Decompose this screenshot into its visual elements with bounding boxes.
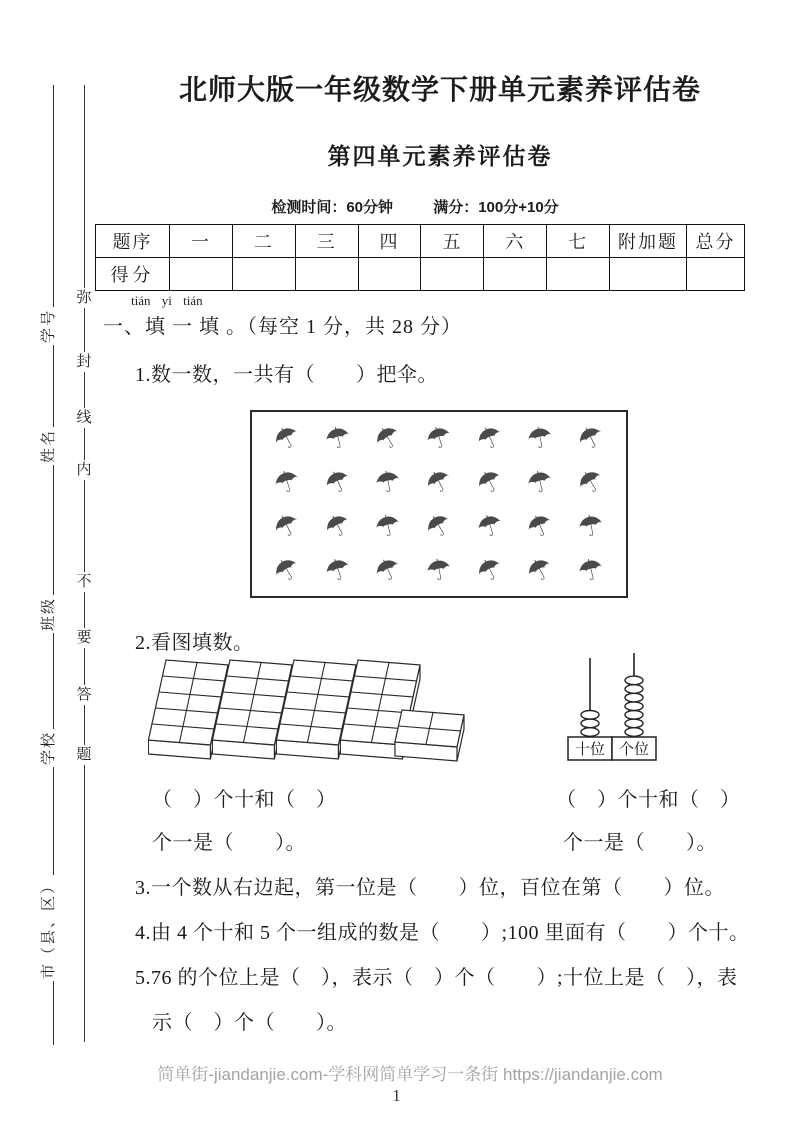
ones-block xyxy=(395,710,464,761)
abacus-bead xyxy=(625,711,643,720)
field-student-id-label: 学号 xyxy=(41,308,57,343)
field-school-label: 学校 xyxy=(41,730,57,765)
score-col: 二 xyxy=(232,225,295,258)
score-col: 三 xyxy=(295,225,358,258)
seal-char: 答 xyxy=(76,687,92,703)
score-col: 六 xyxy=(484,225,547,258)
umbrella-icon: ☂ xyxy=(521,504,559,547)
umbrella-icon: ☂ xyxy=(320,549,356,590)
seal-line xyxy=(76,85,92,1042)
q2-blank-right-1: （ ）个十和（ ） xyxy=(556,789,741,811)
section-one-heading: 一、填 一 填 。（每空 1 分，共 28 分） xyxy=(103,316,462,338)
q2-blank-right-2: 个一是（ ）。 xyxy=(563,832,717,854)
seal-char: 线 xyxy=(76,410,92,426)
umbrella-icon: ☂ xyxy=(524,418,557,457)
abacus-bead xyxy=(625,693,643,702)
umbrella-icon: ☂ xyxy=(419,460,459,503)
write-line xyxy=(52,981,54,1045)
seal-char: 要 xyxy=(76,630,92,646)
abacus-bead xyxy=(625,685,643,694)
field-class-label: 班级 xyxy=(41,596,57,631)
umbrella-icon: ☂ xyxy=(267,548,307,591)
score-col: 四 xyxy=(358,225,421,258)
score-cell xyxy=(610,258,687,291)
score-cell xyxy=(232,258,295,291)
score-cell xyxy=(169,258,232,291)
score-cell xyxy=(547,258,610,291)
umbrella-icon: ☂ xyxy=(573,549,608,590)
score-col: 五 xyxy=(421,225,484,258)
score-cell xyxy=(484,258,547,291)
umbrella-icon: ☂ xyxy=(368,416,409,459)
umbrella-icon: ☂ xyxy=(570,460,611,503)
question-4: 4.由 4 个十和 5 个一组成的数是（ ）;100 里面有（ ）个十。 xyxy=(135,922,750,944)
exam-time: 检测时间：60分钟 xyxy=(271,199,394,216)
umbrella-icon: ☂ xyxy=(523,461,557,502)
write-line xyxy=(52,345,54,427)
score-table xyxy=(95,224,745,291)
ones-label: 个位 xyxy=(618,742,650,758)
umbrella-icon: ☂ xyxy=(318,460,357,503)
umbrella-icon: ☂ xyxy=(269,461,305,502)
abacus-bead xyxy=(581,728,599,737)
umbrella-icon: ☂ xyxy=(421,417,457,458)
umbrella-icon: ☂ xyxy=(574,506,607,545)
seal-char: 封 xyxy=(76,354,92,370)
score-table-corner: 题序 xyxy=(96,225,170,258)
write-line xyxy=(52,465,54,595)
score-table-score-row xyxy=(96,258,745,291)
seal-char: 弥 xyxy=(76,290,92,306)
score-table-header-row xyxy=(96,225,745,258)
umbrella-icon: ☂ xyxy=(470,416,509,459)
base-ten-blocks-figure xyxy=(148,656,478,774)
score-row-label: 得分 xyxy=(96,258,170,291)
q2-blank-left-2: 个一是（ ）。 xyxy=(152,832,306,854)
umbrella-icon: ☂ xyxy=(320,417,355,458)
score-cell xyxy=(686,258,744,291)
pinyin-annotation: tián yi tián xyxy=(131,293,203,308)
abacus-bead xyxy=(625,702,643,711)
write-line xyxy=(52,633,54,729)
q2-blank-left-1: （ ）个十和（ ） xyxy=(152,789,337,811)
question-5-line1: 5.76 的个位上是（ ），表示（ ）个（ ）;十位上是（ ），表 xyxy=(135,967,738,989)
seal-char: 题 xyxy=(76,747,92,763)
tens-label: 十位 xyxy=(574,742,606,758)
seal-char: 内 xyxy=(76,462,92,478)
score-col: 总分 xyxy=(686,225,744,258)
umbrella-icon: ☂ xyxy=(267,416,307,459)
umbrella-icon: ☂ xyxy=(520,548,560,591)
umbrella-icon: ☂ xyxy=(371,505,406,546)
write-line xyxy=(52,767,54,875)
question-5-line2: 示（ ）个（ ）。 xyxy=(152,1012,347,1034)
umbrella-icon: ☂ xyxy=(372,462,405,501)
abacus-bead xyxy=(625,719,643,728)
umbrella-icon: ☂ xyxy=(469,460,509,503)
abacus-bead xyxy=(581,719,599,728)
question-2: 2.看图填数。 xyxy=(135,632,254,654)
umbrella-icon: ☂ xyxy=(418,504,459,547)
write-line xyxy=(52,85,54,307)
umbrella-icon: ☂ xyxy=(267,504,307,547)
umbrella-count-figure xyxy=(250,410,628,598)
question-3: 3.一个数从右边起，第一位是（ ）位，百位在第（ ）位。 xyxy=(135,877,725,899)
field-name-label: 姓名 xyxy=(41,428,57,463)
umbrella-icon: ☂ xyxy=(471,505,508,546)
umbrella-icon: ☂ xyxy=(369,548,408,591)
score-col: 一 xyxy=(169,225,232,258)
footer-watermark: 简单街-jiandanjie.com-学科网简单学习一条街 https://jiandanjie.com xyxy=(157,1065,663,1084)
abacus-bead xyxy=(581,711,599,720)
score-cell xyxy=(358,258,421,291)
score-cell xyxy=(421,258,484,291)
exam-score: 满分：100分+10分 xyxy=(433,199,559,216)
umbrella-icon: ☂ xyxy=(422,550,455,589)
question-1: 1.数一数，一共有（ ）把伞。 xyxy=(135,364,438,386)
unit-subtitle: 第四单元素养评估卷 xyxy=(327,143,553,169)
umbrella-icon: ☂ xyxy=(571,416,610,459)
student-info-margin xyxy=(38,85,58,1045)
umbrella-icon: ☂ xyxy=(470,548,509,591)
field-city-label: 市（县、区） xyxy=(41,876,57,979)
abacus-bead xyxy=(625,676,643,685)
abacus-figure xyxy=(558,650,670,762)
umbrella-icon: ☂ xyxy=(318,504,358,547)
exam-info xyxy=(95,196,735,217)
seal-char: 不 xyxy=(76,574,92,590)
page-title: 北师大版一年级数学下册单元素养评估卷 xyxy=(178,74,701,105)
abacus-bead xyxy=(625,728,643,737)
page-number: 1 xyxy=(392,1086,401,1105)
score-cell xyxy=(295,258,358,291)
score-col: 附加题 xyxy=(610,225,687,258)
score-col: 七 xyxy=(547,225,610,258)
